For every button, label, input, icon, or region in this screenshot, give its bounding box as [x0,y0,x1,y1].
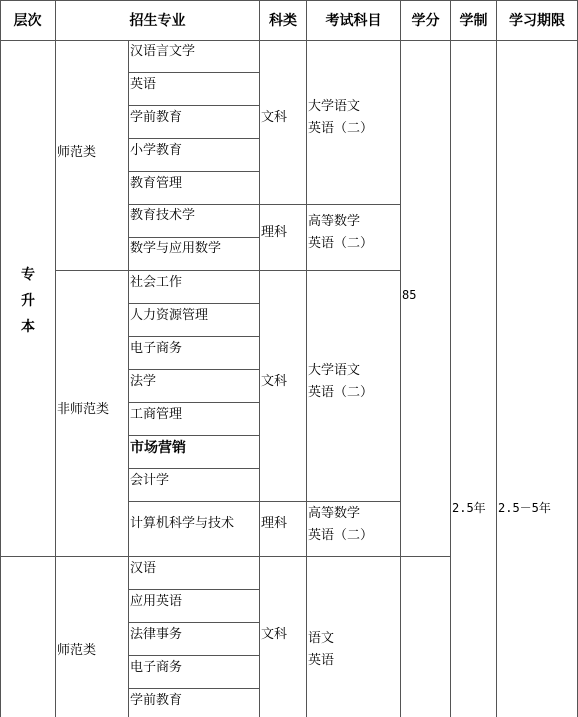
grid-line [306,0,307,717]
major-item: 汉语言文学 [130,44,196,59]
exam-line: 英语（二） [308,528,374,543]
major-item: 教育技术学 [130,208,196,223]
header-major: 招生专业 [129,13,186,29]
exam-line: 英语（二） [308,236,374,251]
grid-line [0,0,578,1]
grid-line [400,0,401,717]
subject-arts: 文科 [261,374,288,389]
grid-line [128,303,259,304]
group-non-normal: 非师范类 [57,402,110,417]
major-item: 学前教育 [130,110,183,125]
level-upgrade: 专升本 [21,267,35,335]
grid-line [55,0,56,717]
group-normal: 师范类 [57,145,97,160]
major-item: 应用英语 [130,594,183,609]
major-item: 市场营销 [130,440,186,456]
duration-value: 2.5年 [452,501,486,515]
header-subject: 科类 [269,13,297,29]
grid-line [128,138,259,139]
exam-line: 高等数学 [308,214,361,229]
exam-line: 英语 [308,653,335,668]
major-item: 电子商务 [130,660,183,675]
grid-line [56,270,400,271]
grid-line [128,72,259,73]
exam-line: 高等数学 [308,506,361,521]
grid-line [128,171,259,172]
exam-line: 大学语文 [308,99,361,114]
group-normal-2: 师范类 [57,643,97,658]
grid-line [0,0,1,717]
grid-line [128,589,259,590]
major-item: 会计学 [130,473,170,488]
exam-line: 大学语文 [308,363,361,378]
grid-line [128,336,259,337]
grid-line [0,40,578,41]
major-item: 电子商务 [130,341,183,356]
grid-line [259,0,260,717]
subject-science: 理科 [261,225,288,240]
grid-line [128,435,259,436]
grid-line [128,655,259,656]
exam-line: 语文 [308,631,335,646]
header-exam: 考试科目 [325,13,382,29]
major-item: 法学 [130,374,157,389]
grid-line [128,402,259,403]
exam-line: 英语（二） [308,385,374,400]
period-value: 2.5－5年 [498,501,551,515]
major-item: 汉语 [130,561,157,576]
header-duration: 学制 [459,13,488,29]
grid-line [496,0,497,717]
subject-arts: 文科 [261,627,288,642]
grid-line [128,237,259,238]
major-item: 社会工作 [130,275,183,290]
header-credits: 学分 [411,13,440,29]
header-period: 学习期限 [509,13,565,29]
grid-line [0,556,450,557]
major-item: 数学与应用数学 [130,241,222,256]
major-item: 人力资源管理 [130,308,209,323]
grid-line [128,622,259,623]
major-item: 法律事务 [130,627,183,642]
grid-line [128,105,259,106]
grid-line [128,204,400,205]
grid-line [128,369,259,370]
exam-line: 英语（二） [308,121,374,136]
credits-value: 85 [402,288,417,302]
grid-line [128,40,129,717]
major-item: 计算机科学与技术 [130,516,235,531]
header-level: 层次 [13,13,42,29]
grid-line [128,688,259,689]
grid-line [128,468,259,469]
major-item: 小学教育 [130,143,183,158]
major-item: 英语 [130,77,157,92]
grid-line [450,0,451,717]
major-item: 教育管理 [130,176,183,191]
grid-line [128,501,400,502]
major-item: 工商管理 [130,407,183,422]
subject-arts: 文科 [261,110,288,125]
subject-science: 理科 [261,516,288,531]
major-item: 学前教育 [130,693,183,708]
